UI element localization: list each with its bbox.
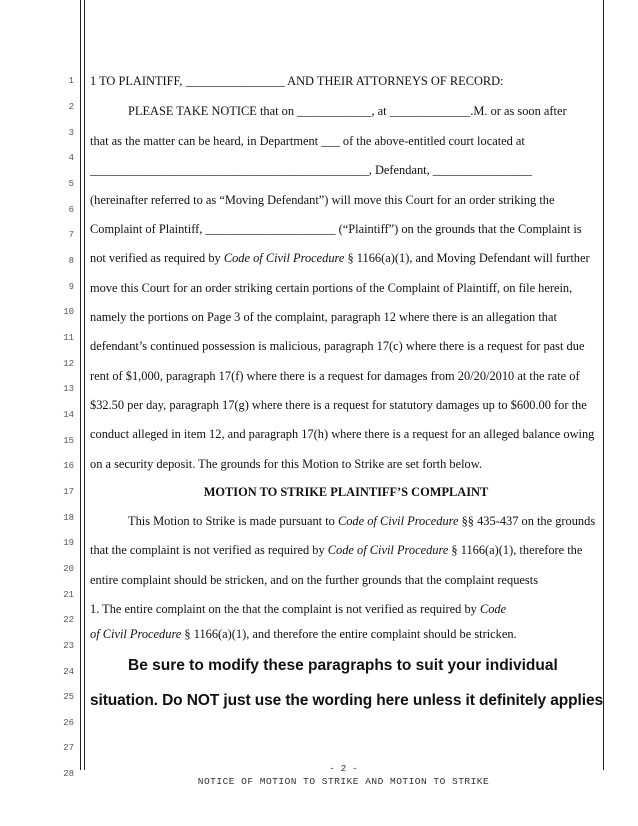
statute-citation: Code of Civil Procedure	[223, 251, 345, 265]
line-number: 2	[68, 102, 74, 112]
body-line: namely the portions on Page 3 of the complaint, paragraph 12 where there is an allegation that	[90, 310, 557, 324]
body-text: §§ 435-437 on the grounds	[458, 514, 596, 528]
line-number: 26	[63, 718, 74, 728]
body-line: (hereinafter referred to as “Moving Defendant”) will move this Court for an order striking the	[90, 193, 555, 207]
body-line: entire complaint should be stricken, and on the further grounds that the complaint requests	[90, 573, 539, 587]
line-number: 17	[63, 487, 74, 497]
body-text: This Motion to Strike is made pursuant to	[128, 514, 338, 528]
line-number: 18	[63, 513, 74, 523]
line-number: 19	[63, 538, 74, 548]
line-number: 20	[63, 564, 74, 574]
body-text: § 1166(a)(1), therefore the	[448, 543, 583, 557]
document-footer-title: NOTICE OF MOTION TO STRIKE AND MOTION TO STRIKE	[197, 776, 490, 787]
right-margin-rule	[603, 0, 604, 770]
instruction-note: Be sure to modify these paragraphs to suit your individual	[128, 657, 558, 674]
line-number: 8	[68, 256, 74, 266]
body-line: move this Court for an order striking certain portions of the Complaint of Plaintiff, on file herein,	[90, 281, 573, 295]
salutation-line: 1 TO PLAINTIFF, ________________ AND THEIR ATTORNEYS OF RECORD:	[90, 74, 504, 88]
line-number: 16	[63, 461, 74, 471]
body-line: conduct alleged in item 12, and paragraph 17(h) where there is a request for an alleged balance owing	[90, 427, 595, 441]
line-number: 25	[63, 692, 74, 702]
body-line: on a security deposit. The grounds for this Motion to Strike are set forth below.	[90, 457, 482, 471]
line-number: 24	[63, 667, 74, 677]
statute-citation: Code	[479, 602, 507, 616]
line-number: 21	[63, 590, 74, 600]
body-line: defendant’s continued possession is malicious, paragraph 17(c) where there is a request for past due	[90, 339, 585, 353]
line-number: 5	[68, 179, 74, 189]
line-number: 11	[63, 333, 74, 343]
page-number: - 2 -	[329, 763, 358, 774]
line-number: 15	[63, 436, 74, 446]
line-number: 13	[63, 384, 74, 394]
body-line: that as the matter can be heard, in Department ___ of the above-entitled court located at	[90, 134, 525, 148]
body-line	[90, 542, 602, 558]
line-number: 14	[63, 410, 74, 420]
numbered-item	[90, 601, 602, 617]
line-number: 3	[68, 128, 74, 138]
line-number: 22	[63, 615, 74, 625]
line-number: 4	[68, 153, 74, 163]
line-number: 12	[63, 359, 74, 369]
body-line	[90, 626, 602, 642]
body-line: Complaint of Plaintiff, _____________________ (“Plaintiff”) on the grounds that the Complaint is	[90, 222, 582, 236]
body-text: § 1166(a)(1), and therefore the entire complaint should be stricken.	[181, 627, 517, 641]
body-text: not verified as required by	[90, 251, 224, 265]
body-line: rent of $1,000, paragraph 17(f) where there is a request for damages from 20/20/2010 at the rate of	[90, 369, 580, 383]
line-number: 27	[63, 743, 74, 753]
body-line: PLEASE TAKE NOTICE that on ____________, at _____________.M. or as soon after	[128, 104, 567, 118]
statute-citation: Code of Civil Procedure	[327, 543, 449, 557]
body-line: _____________________________________________, Defendant, ________________	[90, 163, 532, 177]
instruction-note: situation. Do NOT just use the wording here unless it definitely applies	[90, 692, 603, 709]
left-margin-rule-inner	[84, 0, 85, 770]
left-margin-rule	[80, 0, 81, 770]
body-text: 1. The entire complaint on the that the complaint is not verified as required by	[90, 602, 480, 616]
body-text: § 1166(a)(1), and Moving Defendant will further	[344, 251, 590, 265]
body-line: $32.50 per day, paragraph 17(g) where there is a request for statutory damages up to $600.00 for the	[90, 398, 587, 412]
line-number: 28	[63, 769, 74, 779]
line-number: 6	[68, 205, 74, 215]
body-text: that the complaint is not verified as required by	[90, 543, 328, 557]
statute-citation: of Civil Procedure	[90, 627, 182, 641]
line-number: 10	[63, 307, 74, 317]
line-number: 9	[68, 282, 74, 292]
body-line	[90, 513, 602, 529]
section-heading: MOTION TO STRIKE PLAINTIFF’S COMPLAINT	[203, 485, 489, 499]
line-number: 23	[63, 641, 74, 651]
statute-citation: Code of Civil Procedure	[337, 514, 459, 528]
line-number: 1	[68, 76, 74, 86]
line-number: 7	[68, 230, 74, 240]
body-line	[90, 250, 602, 266]
